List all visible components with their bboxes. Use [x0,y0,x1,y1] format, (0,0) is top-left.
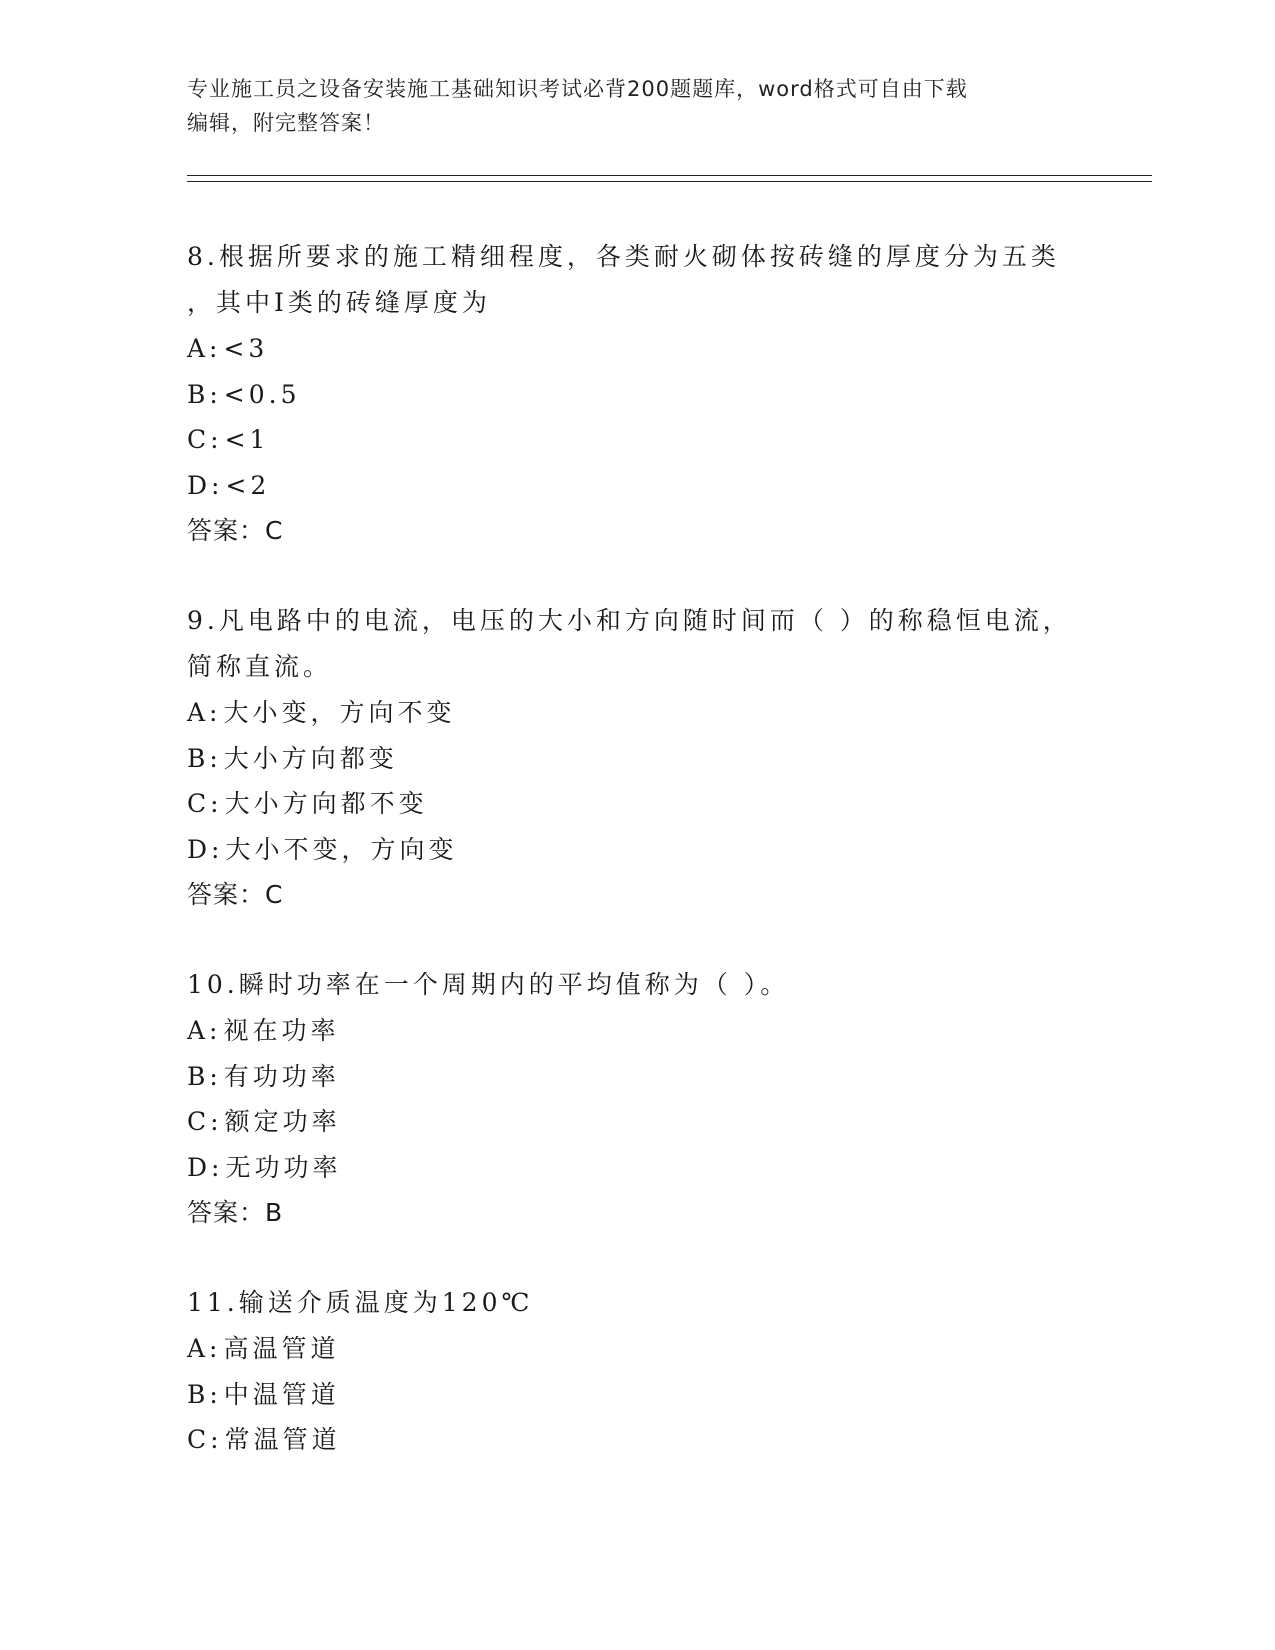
option-letter: A: [187,1016,222,1045]
option-text: 常温管道 [224,1425,341,1454]
option-text: 高温管道 [223,1334,340,1363]
question-text: 11.输送介质温度为120℃ [187,1288,534,1317]
option-c [187,1099,1087,1145]
question-11 [187,1280,1087,1463]
option-letter: A: [187,698,222,727]
option-text: <0.5 [223,379,301,409]
option-a [187,690,1087,736]
question-text: ，其中Ⅰ类的砖缝厚度为 [187,288,491,317]
option-text: 有功功率 [223,1061,340,1091]
document-header [187,72,1067,140]
option-letter: B: [187,743,222,773]
option-text: <2 [225,470,271,500]
question-9 [187,598,1087,918]
question-text: 9.凡电路中的电流，电压的大小和方向随时间而（ ）的称稳恒电流， [187,606,1072,635]
option-text: 额定功率 [224,1107,341,1136]
option-c [187,417,1087,463]
option-text: 大小不变，方向变 [225,834,458,864]
header-line-1: 专业施工员之设备安装施工基础知识考试必背200题题库，word格式可自由下载 [187,77,968,101]
option-b [187,1372,1087,1418]
answer-line: 答案：C [187,880,284,909]
option-text: 无功功率 [225,1152,342,1182]
option-b [187,736,1087,782]
option-letter: D: [187,470,224,500]
option-a [187,1326,1087,1372]
question-text: 10.瞬时功率在一个周期内的平均值称为（ ）。 [187,970,790,999]
option-letter: B: [187,1061,222,1091]
answer-line: 答案：C [187,516,284,545]
option-a [187,326,1087,372]
header-divider-bottom [187,181,1152,182]
question-8 [187,234,1087,554]
option-text: 大小方向都不变 [224,789,428,818]
option-b [187,1054,1087,1100]
option-text: 大小变，方向不变 [223,698,456,727]
option-letter: C: [187,1425,223,1454]
option-d [187,827,1087,873]
option-letter: D: [187,834,224,864]
option-letter: A: [187,1334,222,1363]
question-10 [187,962,1087,1236]
question-text: 简称直流。 [187,652,333,681]
question-text: 8.根据所要求的施工精细程度，各类耐火砌体按砖缝的厚度分为五类 [187,242,1060,271]
option-text: 中温管道 [223,1379,340,1409]
header-divider-top [187,175,1152,176]
option-text: 大小方向都变 [223,743,398,773]
option-letter: A: [187,334,222,363]
option-letter: C: [187,789,223,818]
option-letter: B: [187,379,222,409]
header-line-2: 编辑，附完整答案！ [187,111,385,135]
option-letter: D: [187,1152,224,1182]
option-a [187,1008,1087,1054]
option-letter: B: [187,1379,222,1409]
option-text: 视在功率 [223,1016,340,1045]
option-text: <1 [224,425,270,454]
option-b [187,372,1087,418]
answer-line: 答案：B [187,1198,284,1227]
option-c [187,1417,1087,1463]
option-letter: C: [187,1107,223,1136]
option-d [187,463,1087,509]
option-letter: C: [187,425,223,454]
option-d [187,1145,1087,1191]
option-text: <3 [223,334,269,363]
option-c [187,781,1087,827]
